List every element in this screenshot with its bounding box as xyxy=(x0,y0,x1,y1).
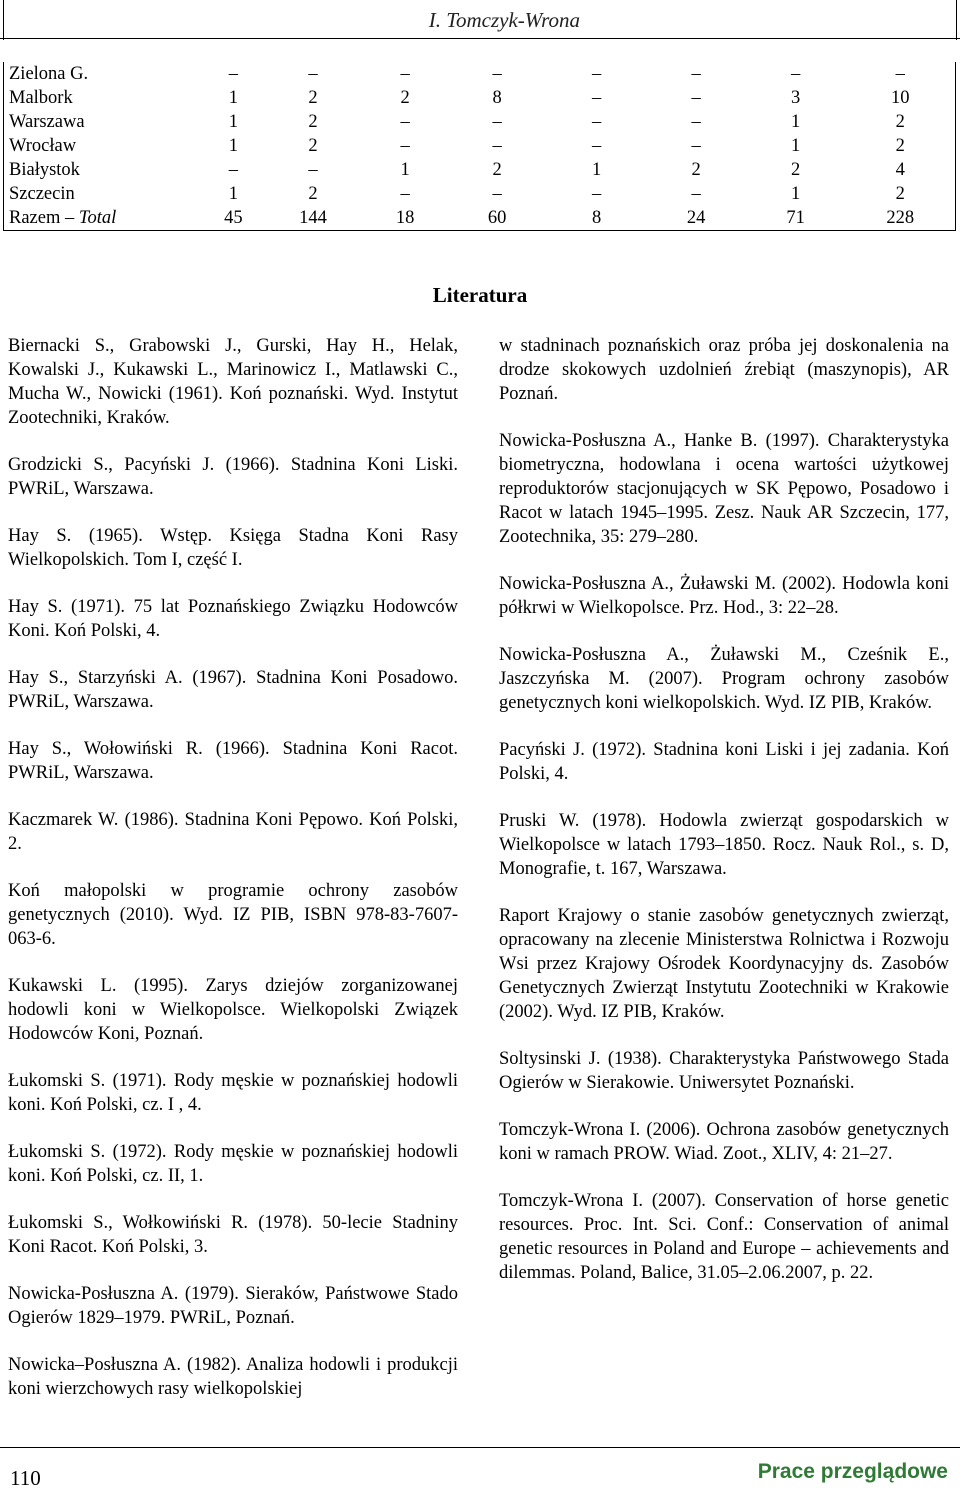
table-cell: – xyxy=(691,64,701,84)
table-cell: 2 xyxy=(308,112,318,132)
table-cell: 2 xyxy=(308,136,318,156)
table-cell: 1 xyxy=(400,160,410,180)
total-cell: 60 xyxy=(487,208,507,228)
table-cell: – xyxy=(592,88,602,108)
table-cell: 2 xyxy=(895,112,905,132)
reference-entry: Tomczyk-Wrona I. (2007). Conservation of horse genetic resources. Proc. Int. Sci. Conf.: Conservation of animal genetic resources in Poland and Europe – achievements and dilemmas. Poland, Balice, 31.05–2.06.2007, p. 22. xyxy=(499,1191,949,1283)
table-cell: – xyxy=(492,112,502,132)
total-cell: 18 xyxy=(395,208,415,228)
header-rule xyxy=(0,38,960,39)
reference-entry: Nowicka–Posłuszna A. (1982). Analiza hodowli i produkcji koni wierzchowych rasy wielkopolskiej xyxy=(8,1355,458,1399)
table-cell: – xyxy=(492,184,502,204)
footer-rule xyxy=(0,1447,960,1448)
reference-entry: Nowicka-Posłuszna A. (1979). Sieraków, Państwowe Stado Ogierów 1829–1979. PWRiL, Poznań. xyxy=(8,1284,458,1328)
reference-entry: w stadninach poznańskich oraz próba jej doskonalenia na drodze skokowych uzdolnień źrebiąt (maszynopis), AR Poznań. xyxy=(499,336,949,404)
table-row xyxy=(4,62,956,86)
reference-entry: Soltysinski J. (1938). Charakterystyka Państwowego Stada Ogierów w Sierakowie. Uniwersytet Poznański. xyxy=(499,1049,949,1093)
table-cell: 1 xyxy=(228,136,238,156)
table-cell: 2 xyxy=(308,88,318,108)
table-cell: – xyxy=(691,136,701,156)
table-cell: – xyxy=(308,64,318,84)
total-cell: 8 xyxy=(592,208,602,228)
reference-entry: Koń małopolski w programie ochrony zasobów genetycznych (2010). Wyd. IZ PIB, ISBN 978-83-7607-063-6. xyxy=(8,881,458,949)
row-label: Malbork xyxy=(9,88,73,108)
page-number: 110 xyxy=(10,1466,41,1490)
reference-entry: Raport Krajowy o stanie zasobów genetycznych zwierząt, opracowany na zlecenie Ministerstwa Rolnictwa i Rozwoju Wsi przez Krajowy Ośrodek Koordynacyjny ds. Zasobów Genetycznych Zwierząt Instytutu Zootechniki w Krakowie (2002). Wyd. IZ PIB, Kraków. xyxy=(499,906,949,1022)
reference-entry: Nowicka-Posłuszna A., Żuławski M. (2002). Hodowla koni półkrwi w Wielkopolsce. Prz. Hod., 3: 22–28. xyxy=(499,574,949,618)
total-label xyxy=(4,206,204,231)
total-cell: 24 xyxy=(686,208,706,228)
total-cell: 144 xyxy=(299,208,327,228)
table-cell: – xyxy=(691,88,701,108)
references-left-column xyxy=(8,334,458,1424)
reference-entry: Tomczyk-Wrona I. (2006). Ochrona zasobów genetycznych koni w ramach PROW. Wiad. Zoot., XLIV, 4: 21–27. xyxy=(499,1120,949,1164)
table-cell: 1 xyxy=(592,160,602,180)
table-cell: 2 xyxy=(492,160,502,180)
total-row xyxy=(4,206,956,231)
reference-entry: Kaczmarek W. (1986). Stadnina Koni Pępowo. Koń Polski, 2. xyxy=(8,810,458,854)
references-right-column xyxy=(499,334,949,1308)
reference-entry: Hay S., Wołowiński R. (1966). Stadnina Koni Racot. PWRiL, Warszawa. xyxy=(8,739,458,783)
table-cell: – xyxy=(791,64,801,84)
row-label: Szczecin xyxy=(9,184,75,204)
reference-entry: Nowicka-Posłuszna A., Żuławski M., Cześnik E., Jaszczyńska M. (2007). Program ochrony zasobów genetycznych koni wielkopolskich. Wyd. IZ PIB, Kraków. xyxy=(499,645,949,713)
row-label: Zielona G. xyxy=(9,64,89,84)
reference-entry: Hay S. (1965). Wstęp. Księga Stadna Koni Rasy Wielkopolskich. Tom I, część I. xyxy=(8,526,458,570)
table-cell: – xyxy=(592,136,602,156)
table-row xyxy=(4,134,956,158)
data-table xyxy=(3,62,956,231)
table-cell: – xyxy=(400,184,410,204)
total-cell: 45 xyxy=(224,208,243,228)
table-cell: 1 xyxy=(791,136,801,156)
table-cell: 10 xyxy=(890,88,910,108)
total-cell: 228 xyxy=(886,208,915,228)
table-cell: – xyxy=(691,112,701,132)
table-cell: – xyxy=(228,160,238,180)
page-frame-left xyxy=(3,0,4,40)
table-cell: – xyxy=(895,64,905,84)
row-label: Warszawa xyxy=(9,112,85,132)
table-cell: – xyxy=(228,64,238,84)
reference-entry: Grodzicki S., Pacyński J. (1966). Stadnina Koni Liski. PWRiL, Warszawa. xyxy=(8,455,458,499)
table-cell: 2 xyxy=(895,136,905,156)
table-cell: – xyxy=(400,64,410,84)
total-label-polish: Razem – xyxy=(9,208,79,228)
section-label: Prace przeglądowe xyxy=(757,1460,948,1483)
table-cell: 2 xyxy=(791,160,801,180)
table-cell: – xyxy=(400,112,410,132)
table-cell: 2 xyxy=(308,184,318,204)
table-row xyxy=(4,86,956,110)
table-cell: – xyxy=(492,64,502,84)
table-cell: 1 xyxy=(228,88,238,108)
table-cell: – xyxy=(592,184,602,204)
reference-entry: Pacyński J. (1972). Stadnina koni Liski i jej zadania. Koń Polski, 4. xyxy=(499,740,949,784)
table-cell: 1 xyxy=(791,112,801,132)
reference-entry: Biernacki S., Grabowski J., Gurski, Hay H., Helak, Kowalski J., Kukawski L., Marinowicz I., Matlawski C., Mucha W., Nowicki (1961). Koń poznański. Wyd. Instytut Zootechniki, Kraków. xyxy=(8,336,458,428)
reference-entry: Nowicka-Posłuszna A., Hanke B. (1997). Charakterystyka biometryczna, hodowlana i ocena wartości użytkowej reproduktorów stacjonujących w SK Pępowo, Posadowo i Racot w latach 1945–1995. Zesz. Nauk AR Szczecin, 177, Zootechnika, 35: 279–280. xyxy=(499,431,949,547)
table-cell: 1 xyxy=(791,184,801,204)
table-cell: – xyxy=(308,160,318,180)
reference-entry: Pruski W. (1978). Hodowla zwierząt gospodarskich w Wielkopolsce w latach 1793–1850. Rocz. Nauk Rol., s. D, Monografie, t. 167, Warszawa. xyxy=(499,811,949,879)
table-cell: – xyxy=(492,136,502,156)
table-cell: 2 xyxy=(895,184,905,204)
reference-entry: Hay S. (1971). 75 lat Poznańskiego Związku Hodowców Koni. Koń Polski, 4. xyxy=(8,597,458,641)
table-cell: – xyxy=(592,112,602,132)
reference-entry: Łukomski S., Wołkowiński R. (1978). 50-lecie Stadniny Koni Racot. Koń Polski, 3. xyxy=(8,1213,458,1257)
table-row xyxy=(4,110,956,134)
table-cell: 1 xyxy=(228,184,238,204)
references-heading: Literatura xyxy=(432,283,528,307)
table-cell: – xyxy=(691,184,701,204)
table-cell: 4 xyxy=(895,160,905,180)
total-label-english: Total xyxy=(78,208,117,228)
table-cell: 8 xyxy=(492,88,502,108)
table-cell: 2 xyxy=(691,160,701,180)
table-row xyxy=(4,158,956,182)
reference-entry: Łukomski S. (1972). Rody męskie w poznańskiej hodowli koni. Koń Polski, cz. II, 1. xyxy=(8,1142,458,1186)
reference-entry: Łukomski S. (1971). Rody męskie w poznańskiej hodowli koni. Koń Polski, cz. I , 4. xyxy=(8,1071,458,1115)
table-cell: – xyxy=(592,64,602,84)
table-cell: 1 xyxy=(228,112,238,132)
total-cell: 71 xyxy=(786,208,805,228)
table-cell: – xyxy=(400,136,410,156)
table-row xyxy=(4,182,956,206)
row-label: Wrocław xyxy=(9,136,77,156)
row-label: Białystok xyxy=(9,160,80,180)
reference-entry: Hay S., Starzyński A. (1967). Stadnina Koni Posadowo. PWRiL, Warszawa. xyxy=(8,668,458,712)
page-frame-right xyxy=(956,0,957,40)
table-cell: 3 xyxy=(791,88,801,108)
reference-entry: Kukawski L. (1995). Zarys dziejów zorganizowanej hodowli koni w Wielkopolsce. Wielkopolski Związek Hodowców Koni, Poznań. xyxy=(8,976,458,1044)
running-header-author: I. Tomczyk-Wrona xyxy=(428,8,580,32)
table-cell: 2 xyxy=(400,88,410,108)
